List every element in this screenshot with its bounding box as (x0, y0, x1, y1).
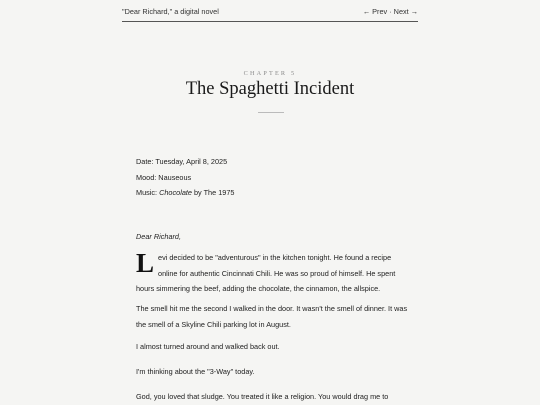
chapter-navigation (363, 7, 418, 16)
title-divider (258, 112, 284, 113)
letter-paragraph-1 (136, 250, 408, 297)
letter-salutation: Dear Richard, (136, 232, 182, 241)
book-title: "Dear Richard," a digital novel (122, 7, 219, 16)
letter-paragraph-3: I almost turned around and walked back out. (136, 342, 280, 351)
chapter-label: CHAPTER 5 (243, 70, 297, 77)
music-title: Chocolate (159, 188, 192, 197)
next-link[interactable]: Next → (393, 7, 418, 16)
top-nav-bar (122, 0, 418, 22)
letter-paragraph-2: The smell hit me the second I walked in the door. It wasn't the smell of dinner. It was the smell of a Skyline Chili parking lot in August. (136, 304, 408, 329)
entry-date: Date: Tuesday, April 8, 2025 (136, 157, 228, 166)
letter-paragraph-4: I'm thinking about the "3-Way" today. (136, 367, 255, 376)
nav-separator: · (389, 7, 392, 16)
entry-mood: Mood: Nauseous (136, 172, 192, 182)
chapter-title: The Spaghetti Incident (185, 79, 355, 99)
entry-music (136, 185, 408, 201)
prev-link[interactable]: ← Prev (362, 7, 388, 16)
drop-cap: L (136, 248, 155, 278)
music-suffix: by The 1975 (191, 188, 235, 197)
letter-paragraph-5: God, you loved that sludge. You treated it like a religion. You would drag me to (136, 392, 389, 401)
entry-meta (136, 154, 408, 201)
paragraph-1-text: evi decided to be "adventurous" in the kitchen tonight. He found a recipe online for authentic Cincinnati Chili. He was so proud of himself. He spent hours simmering the beef, adding the chocolate, the cinnamon, the allspice. (136, 253, 396, 293)
music-prefix: Music: (136, 188, 160, 197)
